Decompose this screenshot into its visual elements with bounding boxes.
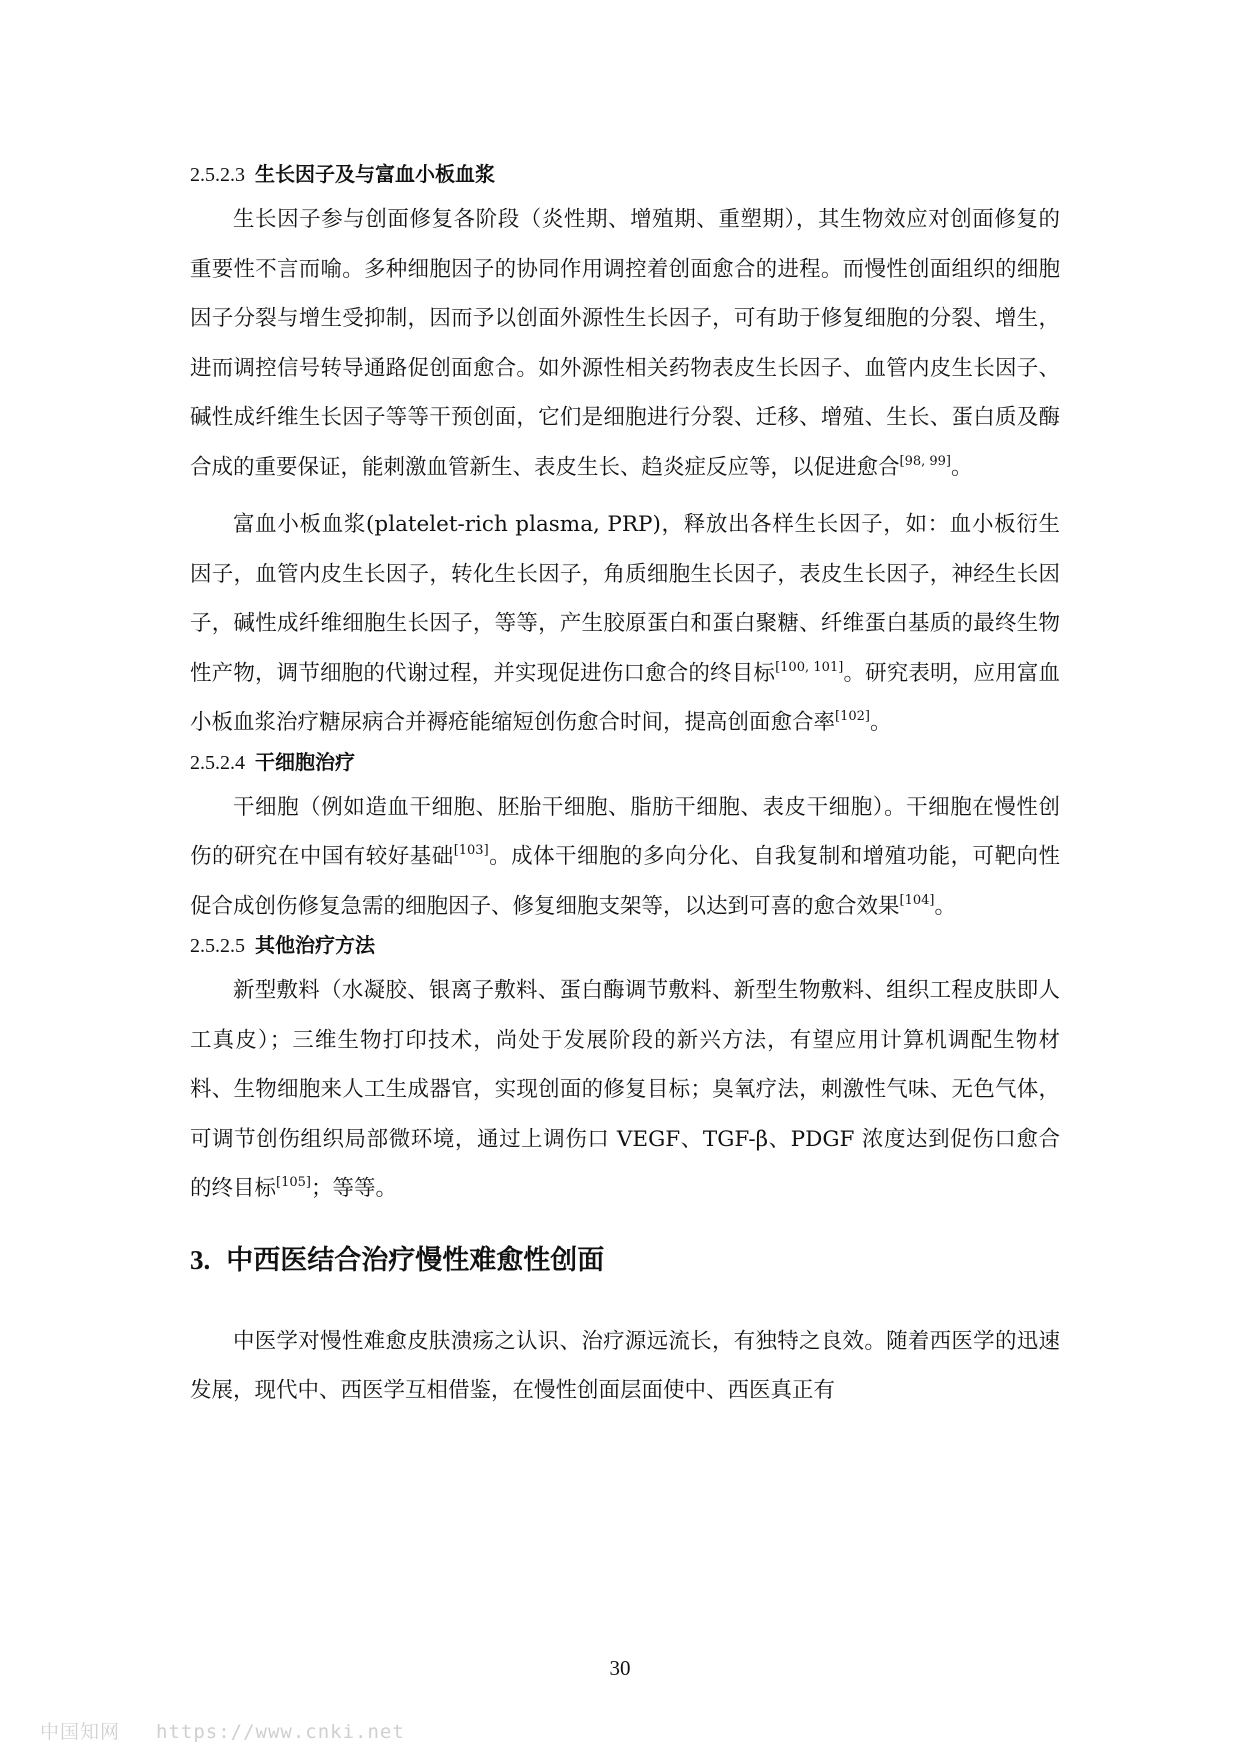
- section-title: 其他治疗方法: [255, 933, 375, 957]
- paragraph-text: 富血小板血浆(platelet-rich plasma, PRP)，释放出各样生长因子，如：血小板衍生因子，血管内皮生长因子，转化生长因子，角质细胞生长因子，表皮生长因子，神经生长因子，碱性成纤维细胞生长因子，等等，产生胶原蛋白和蛋白聚糖、纤维蛋白基质的最终生物性产物，调节细胞的代谢过程，并实现促进伤口愈合的终目标: [190, 512, 1060, 686]
- paragraph-text: 。成体干细胞的多向分化、自我复制和增殖功能，可靶向性促合成创伤修复急需的细胞因子、修复细胞支架等，以达到可喜的愈合效果: [190, 844, 1060, 919]
- paragraph-text: 。研究表明，应用富血小板血浆治疗糖尿病合并褥疮能缩短创伤愈合时间，提高创面愈合率: [190, 660, 1060, 735]
- page-number: 30: [609, 1656, 631, 1680]
- section-title: 生长因子及与富血小板血浆: [255, 162, 495, 186]
- paragraph-end: 。: [934, 893, 956, 919]
- section-title: 干细胞治疗: [255, 749, 355, 774]
- paragraph-integrated-medicine: 中医学对慢性难愈皮肤溃疡之认识、治疗源远流长，有独特之良效。随着西医学的迅速发展，现代中、西医学互相借鉴，在慢性创面层面使中、西医真正有: [190, 1328, 1060, 1403]
- paragraph-stem-cells: [190, 783, 1060, 932]
- citation-ref[interactable]: [98, 99]: [899, 453, 952, 469]
- paragraph-end: ；等等。: [310, 1176, 397, 1201]
- section-number: 2.5.2.4: [190, 751, 245, 774]
- citation-ref[interactable]: [100, 101]: [775, 659, 844, 675]
- citation-ref[interactable]: [105]: [276, 1175, 311, 1190]
- paragraph-end: 。: [951, 454, 973, 480]
- paragraph-growth-factors: [190, 195, 1060, 492]
- watermark: [40, 1717, 405, 1744]
- watermark-url[interactable]: https://www.cnki.net: [156, 1721, 405, 1743]
- section-number: 2.5.2.3: [190, 164, 245, 186]
- page-body: [190, 160, 1060, 1416]
- chapter-heading-3: [190, 1240, 1060, 1281]
- paragraph-other-therapies: [190, 966, 1060, 1214]
- citation-ref[interactable]: [102]: [835, 709, 870, 724]
- citation-ref[interactable]: [103]: [453, 843, 489, 858]
- paragraph-text: 干细胞（例如造血干细胞、胚胎干细胞、脂肪干细胞、表皮干细胞）。干细胞在慢性创伤的研究在中国有较好基础: [190, 794, 1060, 869]
- paragraph-prp: [190, 500, 1060, 748]
- section-heading-2-5-2-5: [190, 931, 1060, 960]
- chapter-number: 3.: [190, 1244, 211, 1275]
- paragraph-text: 生长因子参与创面修复各阶段（炎性期、增殖期、重塑期），其生物效应对创面修复的重要性不言而喻。多种细胞因子的协同作用调控着创面愈合的进程。而慢性创面组织的细胞因子分裂与增生受抑制，因而予以创面外源性生长因子，可有助于修复细胞的分裂、增生，进而调控信号转导通路促创面愈合。如外源性相关药物表皮生长因子、血管内皮生长因子、碱性成纤维生长因子等等干预创面，它们是细胞进行分裂、迁移、增殖、生长、蛋白质及酶合成的重要保证，能刺激血管新生、表皮生长、趋炎症反应等，以促进愈合: [190, 207, 1060, 480]
- chapter-title: 中西医结合治疗慢性难愈性创面: [226, 1244, 605, 1276]
- paragraph-end: 。: [869, 710, 892, 735]
- section-number: 2.5.2.5: [190, 935, 245, 957]
- citation-ref[interactable]: [104]: [899, 892, 935, 908]
- section-heading-2-5-2-4: [190, 748, 1060, 777]
- watermark-logo-text: 中国知网: [40, 1721, 121, 1743]
- section-heading-2-5-2-3: [190, 160, 1060, 189]
- paragraph-text: 新型敷料（水凝胶、银离子敷料、蛋白酶调节敷料、新型生物敷料、组织工程皮肤即人工真皮）；三维生物打印技术，尚处于发展阶段的新兴方法，有望应用计算机调配生物材料、生物细胞来人工生成器官，实现创面的修复目标；臭氧疗法，刺激性气味、无色气体，可调节创伤组织局部微环境，通过上调伤口 VEGF、TGF-β、PDGF 浓度达到促伤口愈合的终目标: [190, 978, 1060, 1201]
